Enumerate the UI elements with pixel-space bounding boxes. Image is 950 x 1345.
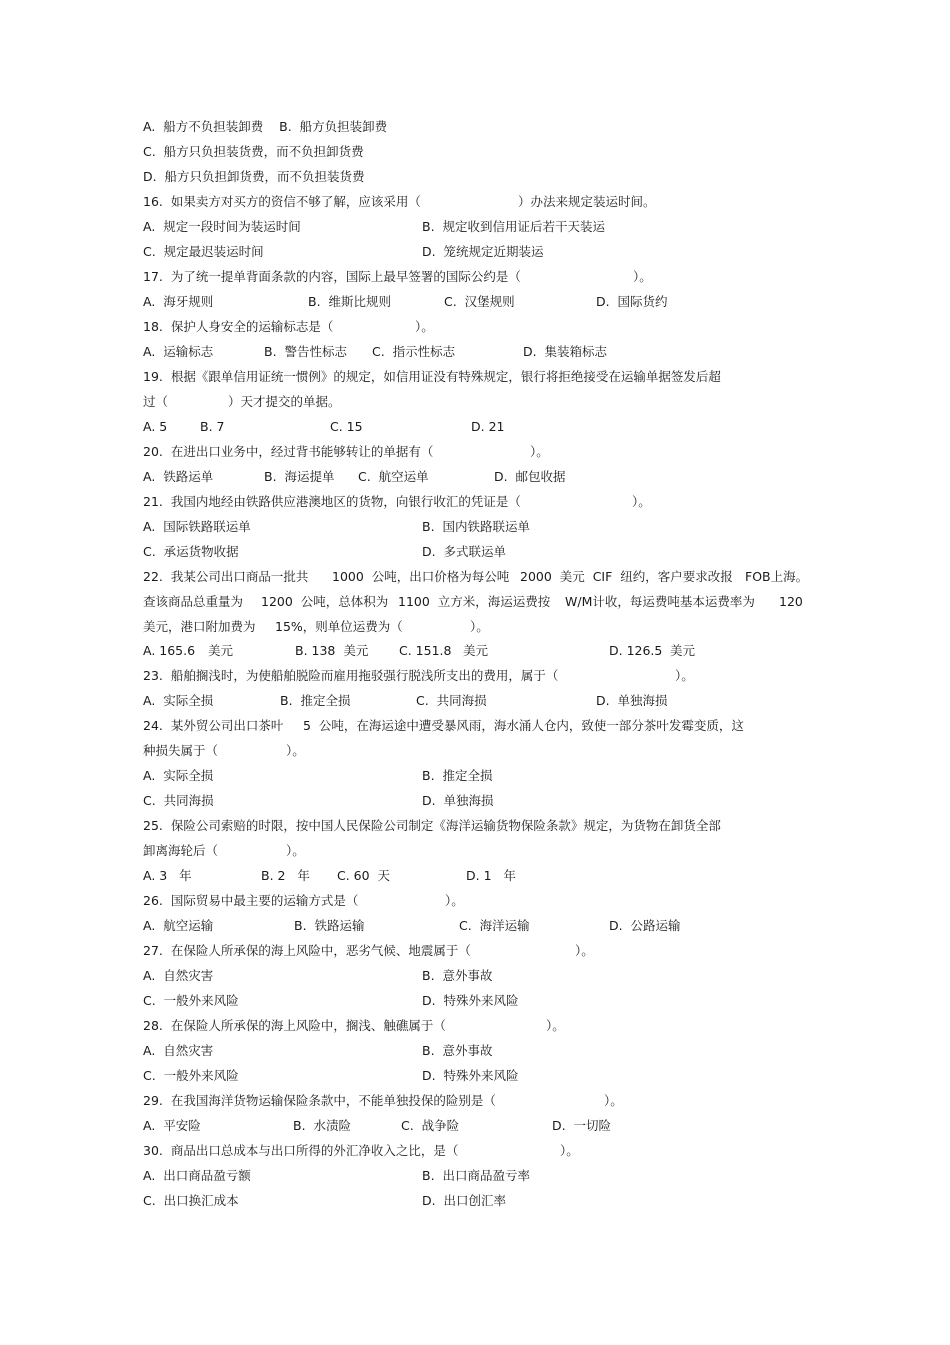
text-line-43-run-0: C. 出口换汇成本 (143, 1193, 239, 1208)
text-line-16-run-1: B. 国内铁路联运单 (422, 519, 530, 534)
text-line-2: D. 船方只负担卸货费，而不负担装货费 (143, 169, 365, 184)
text-line-9-run-2: C. 指示性标志 (372, 344, 456, 359)
text-line-24-run-1: 5 公吨，在海运途中遭受暴风雨，海水涌人仓内，致使一部分茶叶发霉变质，这 (303, 718, 744, 733)
text-line-21-run-2: B. 138 美元 (295, 643, 369, 658)
text-line-41-run-0: 30. 商品出口总成本与出口所得的外汇净收入之比，是（ (143, 1143, 459, 1158)
text-line-18-run-3: FOB上海。 (745, 569, 809, 584)
text-line-30-run-3: D. 1 年 (466, 868, 516, 883)
text-line-26-run-1: B. 推定全损 (422, 768, 493, 783)
text-line-0: A. 船方不负担装卸费 B. 船方负担装卸费 (143, 119, 388, 134)
text-line-3-run-0: 16. 如果卖方对买方的资信不够了解，应该采用（ (143, 194, 421, 209)
text-line-25-run-1: ）。 (286, 743, 305, 758)
text-line-9-run-3: D. 集装箱标志 (523, 344, 608, 359)
text-line-20-run-2: ）。 (470, 619, 489, 634)
text-line-5-run-1: D. 笼统规定近期装运 (422, 244, 544, 259)
text-line-41-run-1: ）。 (560, 1143, 579, 1158)
text-line-32-run-2: C. 海洋运输 (459, 918, 530, 933)
text-line-17-run-0: C. 承运货物收据 (143, 544, 239, 559)
text-line-27-run-1: D. 单独海损 (422, 793, 494, 808)
text-line-19-run-4: 120 (779, 594, 803, 609)
text-line-20-run-1: 15%，则单位运费为（ (275, 619, 403, 634)
text-line-6-run-1: ）。 (633, 269, 652, 284)
text-line-38-run-0: C. 一般外来风险 (143, 1068, 239, 1083)
text-line-32-run-0: A. 航空运输 (143, 918, 214, 933)
text-line-38-run-1: D. 特殊外来风险 (422, 1068, 519, 1083)
text-line-34-run-1: B. 意外事故 (422, 968, 493, 983)
text-line-12-run-3: D. 21 (471, 419, 505, 434)
text-line-10: 19. 根据《跟单信用证统一惯例》的规定，如信用证没有特殊规定，银行将拒绝接受在运输单据签发后超 (143, 369, 721, 384)
text-line-22-run-0: 23. 船舶搁浅时，为使船舶脱险而雇用拖驳强行脱浅所支出的费用，属于（ (143, 668, 559, 683)
text-line-7-run-1: B. 维斯比规则 (308, 294, 391, 309)
text-line-4-run-1: B. 规定收到信用证后若干天装运 (422, 219, 605, 234)
text-line-12-run-0: A. 5 (143, 419, 168, 434)
text-line-11-run-0: 过（ (143, 394, 169, 409)
text-line-34-run-0: A. 自然灾害 (143, 968, 214, 983)
text-line-32-run-3: D. 公路运输 (609, 918, 681, 933)
text-line-29-run-1: ）。 (286, 843, 305, 858)
text-line-36-run-0: 28. 在保险人所承保的海上风险中，搁浅、触礁属于（ (143, 1018, 446, 1033)
text-line-21-run-5: D. 126.5 (609, 643, 663, 658)
text-line-33-run-1: ）。 (575, 943, 594, 958)
text-line-39-run-1: ）。 (604, 1093, 623, 1108)
text-line-31-run-0: 26. 国际贸易中最主要的运输方式是（ (143, 893, 359, 908)
text-line-5-run-0: C. 规定最迟装运时间 (143, 244, 264, 259)
text-line-1: C. 船方只负担装货费，而不负担卸货费 (143, 144, 364, 159)
text-line-19-run-1: 1200 公吨，总体积为 (261, 594, 389, 609)
text-line-8-run-0: 18. 保护人身安全的运输标志是（ (143, 319, 334, 334)
text-line-8-run-1: ）。 (415, 319, 434, 334)
text-line-13-run-0: 20. 在进出口业务中，经过背书能够转让的单据有（ (143, 444, 434, 459)
text-line-30-run-1: B. 2 年 (261, 868, 310, 883)
text-line-21-run-1: 美元 (208, 643, 234, 658)
text-line-7-run-0: A. 海牙规则 (143, 294, 214, 309)
text-line-25-run-0: 种损失属于（ (143, 743, 219, 758)
text-line-11-run-1: ）天才提交的单据。 (228, 394, 341, 409)
text-line-28: 25. 保险公司索赔的时限，按中国人民保险公司制定《海洋运输货物保险条款》规定，为货物在卸货全部 (143, 818, 721, 833)
text-line-32-run-1: B. 铁路运输 (294, 918, 365, 933)
text-line-15-run-1: ）。 (632, 494, 651, 509)
text-line-29-run-0: 卸离海轮后（ (143, 843, 219, 858)
text-line-33-run-0: 27. 在保险人所承保的海上风险中，恶劣气候、地震属于（ (143, 943, 471, 958)
text-line-21-run-0: A. 165.6 (143, 643, 196, 658)
text-line-12-run-1: B. 7 (200, 419, 225, 434)
text-line-36-run-1: ）。 (546, 1018, 565, 1033)
text-line-23-run-2: C. 共同海损 (416, 693, 487, 708)
text-line-14-run-3: D. 邮包收据 (494, 469, 566, 484)
text-line-37-run-1: B. 意外事故 (422, 1043, 493, 1058)
text-line-14-run-2: C. 航空运单 (358, 469, 429, 484)
text-line-23-run-3: D. 单独海损 (596, 693, 668, 708)
text-line-16-run-0: A. 国际铁路联运单 (143, 519, 251, 534)
text-line-13-run-1: ）。 (530, 444, 549, 459)
text-line-43-run-1: D. 出口创汇率 (422, 1193, 507, 1208)
text-line-30-run-0: A. 3 年 (143, 868, 192, 883)
text-line-40-run-2: C. 战争险 (401, 1118, 460, 1133)
text-line-24-run-0: 24. 某外贸公司出口茶叶 (143, 718, 284, 733)
text-line-42-run-0: A. 出口商品盈亏额 (143, 1168, 251, 1183)
text-line-14-run-1: B. 海运提单 (264, 469, 335, 484)
text-line-18-run-2: 2000 美元 CIF 纽约，客户要求改报 (520, 569, 733, 584)
text-line-40-run-3: D. 一切险 (552, 1118, 612, 1133)
text-line-35-run-0: C. 一般外来风险 (143, 993, 239, 1008)
text-line-18-run-0: 22. 我某公司出口商品一批共 (143, 569, 309, 584)
text-line-42-run-1: B. 出口商品盈亏率 (422, 1168, 530, 1183)
text-line-22-run-1: ）。 (675, 668, 694, 683)
text-line-35-run-1: D. 特殊外来风险 (422, 993, 519, 1008)
text-line-17-run-1: D. 多式联运单 (422, 544, 507, 559)
text-line-21-run-3: C. 151.8 (399, 643, 452, 658)
text-line-26-run-0: A. 实际全损 (143, 768, 214, 783)
text-line-15-run-0: 21. 我国内地经由铁路供应港澳地区的货物，向银行收汇的凭证是（ (143, 494, 521, 509)
text-line-9-run-0: A. 运输标志 (143, 344, 214, 359)
text-line-19-run-2: 1100 立方米，海运运费按 (398, 594, 551, 609)
text-line-39-run-0: 29. 在我国海洋货物运输保险条款中，不能单独投保的险别是（ (143, 1093, 496, 1108)
text-line-40-run-0: A. 平安险 (143, 1118, 201, 1133)
text-line-27-run-0: C. 共同海损 (143, 793, 214, 808)
text-line-14-run-0: A. 铁路运单 (143, 469, 214, 484)
text-line-37-run-0: A. 自然灾害 (143, 1043, 214, 1058)
text-line-9-run-1: B. 警告性标志 (264, 344, 347, 359)
text-line-6-run-0: 17. 为了统一提单背面条款的内容，国际上最早签署的国际公约是（ (143, 269, 521, 284)
text-line-30-run-2: C. 60 天 (337, 868, 391, 883)
text-line-12-run-2: C. 15 (330, 419, 363, 434)
text-line-21-run-4: 美元 (463, 643, 489, 658)
text-line-20-run-0: 美元，港口附加费为 (143, 619, 256, 634)
text-line-19-run-0: 查该商品总重量为 (143, 594, 244, 609)
text-line-23-run-0: A. 实际全损 (143, 693, 214, 708)
text-line-40-run-1: B. 水渍险 (293, 1118, 351, 1133)
text-line-7-run-3: D. 国际货约 (596, 294, 668, 309)
text-line-4-run-0: A. 规定一段时间为装运时间 (143, 219, 301, 234)
text-line-18-run-1: 1000 公吨，出口价格为每公吨 (332, 569, 510, 584)
text-line-23-run-1: B. 推定全损 (280, 693, 351, 708)
text-line-7-run-2: C. 汉堡规则 (444, 294, 515, 309)
text-line-19-run-3: W/M计收，每运费吨基本运费率为 (565, 594, 755, 609)
text-line-31-run-1: ）。 (445, 893, 464, 908)
text-line-21-run-6: 美元 (670, 643, 696, 658)
text-line-3-run-1: ）办法来规定装运时间。 (518, 194, 656, 209)
